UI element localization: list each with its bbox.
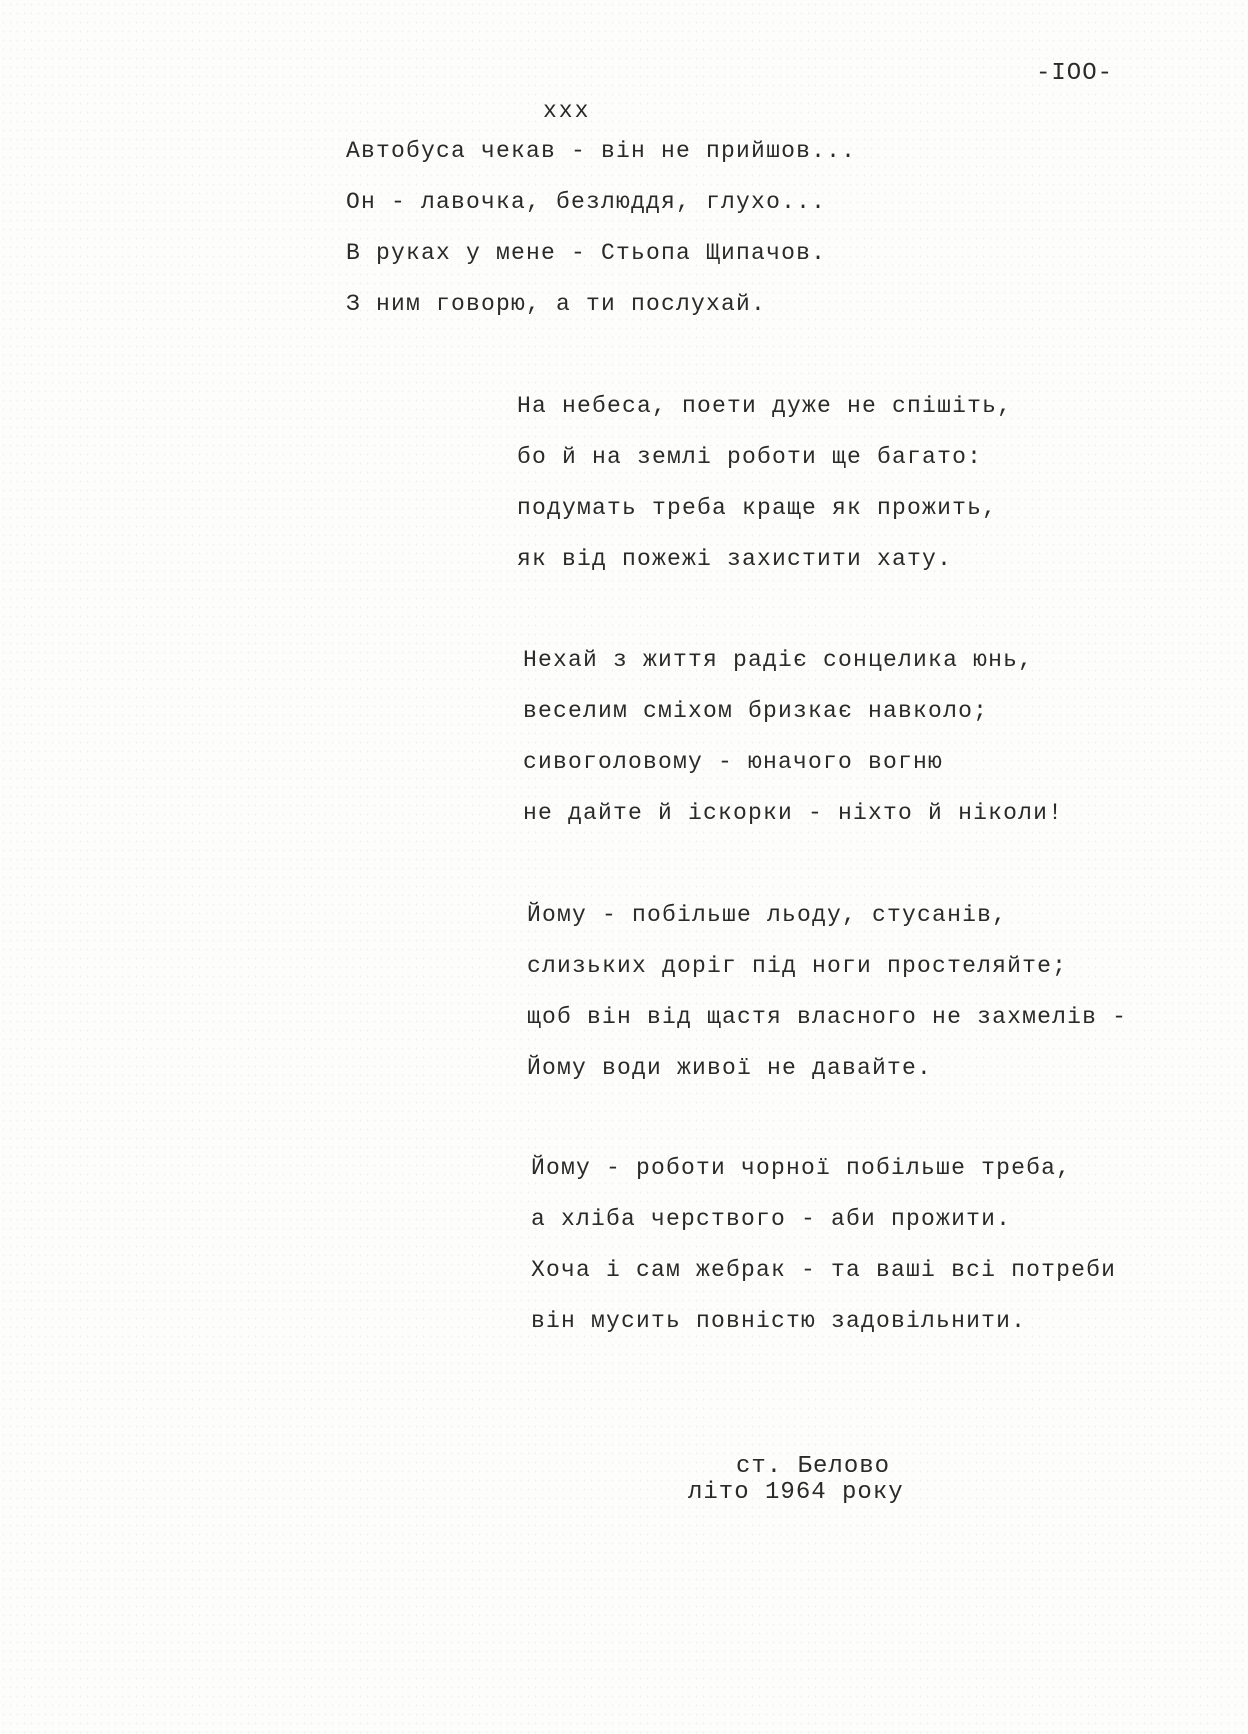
intro-line: Он - лавочка, безлюддя, глухо... [346, 189, 827, 215]
stanza-3-line: щоб він від щастя власного не захмелів - [527, 1004, 1128, 1030]
stanza-1-line: подумать треба краще як прожить, [517, 495, 998, 521]
stanza-1-line: На небеса, поети дуже не спішіть, [517, 393, 1013, 419]
stanza-2-line: Нехай з життя радіє сонцелика юнь, [523, 647, 1034, 673]
stanza-3-line: Йому води живої не давайте. [527, 1055, 933, 1081]
stanza-4-line: а хліба черствого - аби прожити. [531, 1206, 1012, 1232]
stanza-2-line: не дайте й іскорки - ніхто й ніколи! [523, 800, 1064, 826]
stanza-2-line: сивоголовому - юначого вогню [523, 749, 944, 775]
intro-line: Автобуса чекав - він не прийшов... [346, 138, 857, 164]
page-number: -IOO- [1036, 60, 1114, 87]
stanza-4-line: він мусить повністю задовільнити. [531, 1308, 1027, 1334]
stanza-3-line: слизьких доріг під ноги простеляйте; [527, 953, 1068, 979]
section-mark: xxx [543, 98, 591, 124]
intro-line: З ним говорю, а ти послухай. [346, 291, 767, 317]
intro-line: В руках у мене - Стьопа Щипачов. [346, 240, 827, 266]
signature-date: літо 1964 року [688, 1479, 904, 1506]
stanza-3-line: Йому - побільше льоду, стусанів, [527, 902, 1008, 928]
stanza-2-line: веселим сміхом бризкає навколо; [523, 698, 989, 724]
stanza-1-line: як від пожежі захистити хату. [517, 546, 953, 572]
stanza-4-line: Хоча і сам жебрак - та ваші всі потреби [531, 1257, 1117, 1283]
stanza-4-line: Йому - роботи чорної побільше треба, [531, 1155, 1072, 1181]
stanza-1-line: бо й на землі роботи ще багато: [517, 444, 983, 470]
signature-place: ст. Белово [736, 1453, 891, 1480]
